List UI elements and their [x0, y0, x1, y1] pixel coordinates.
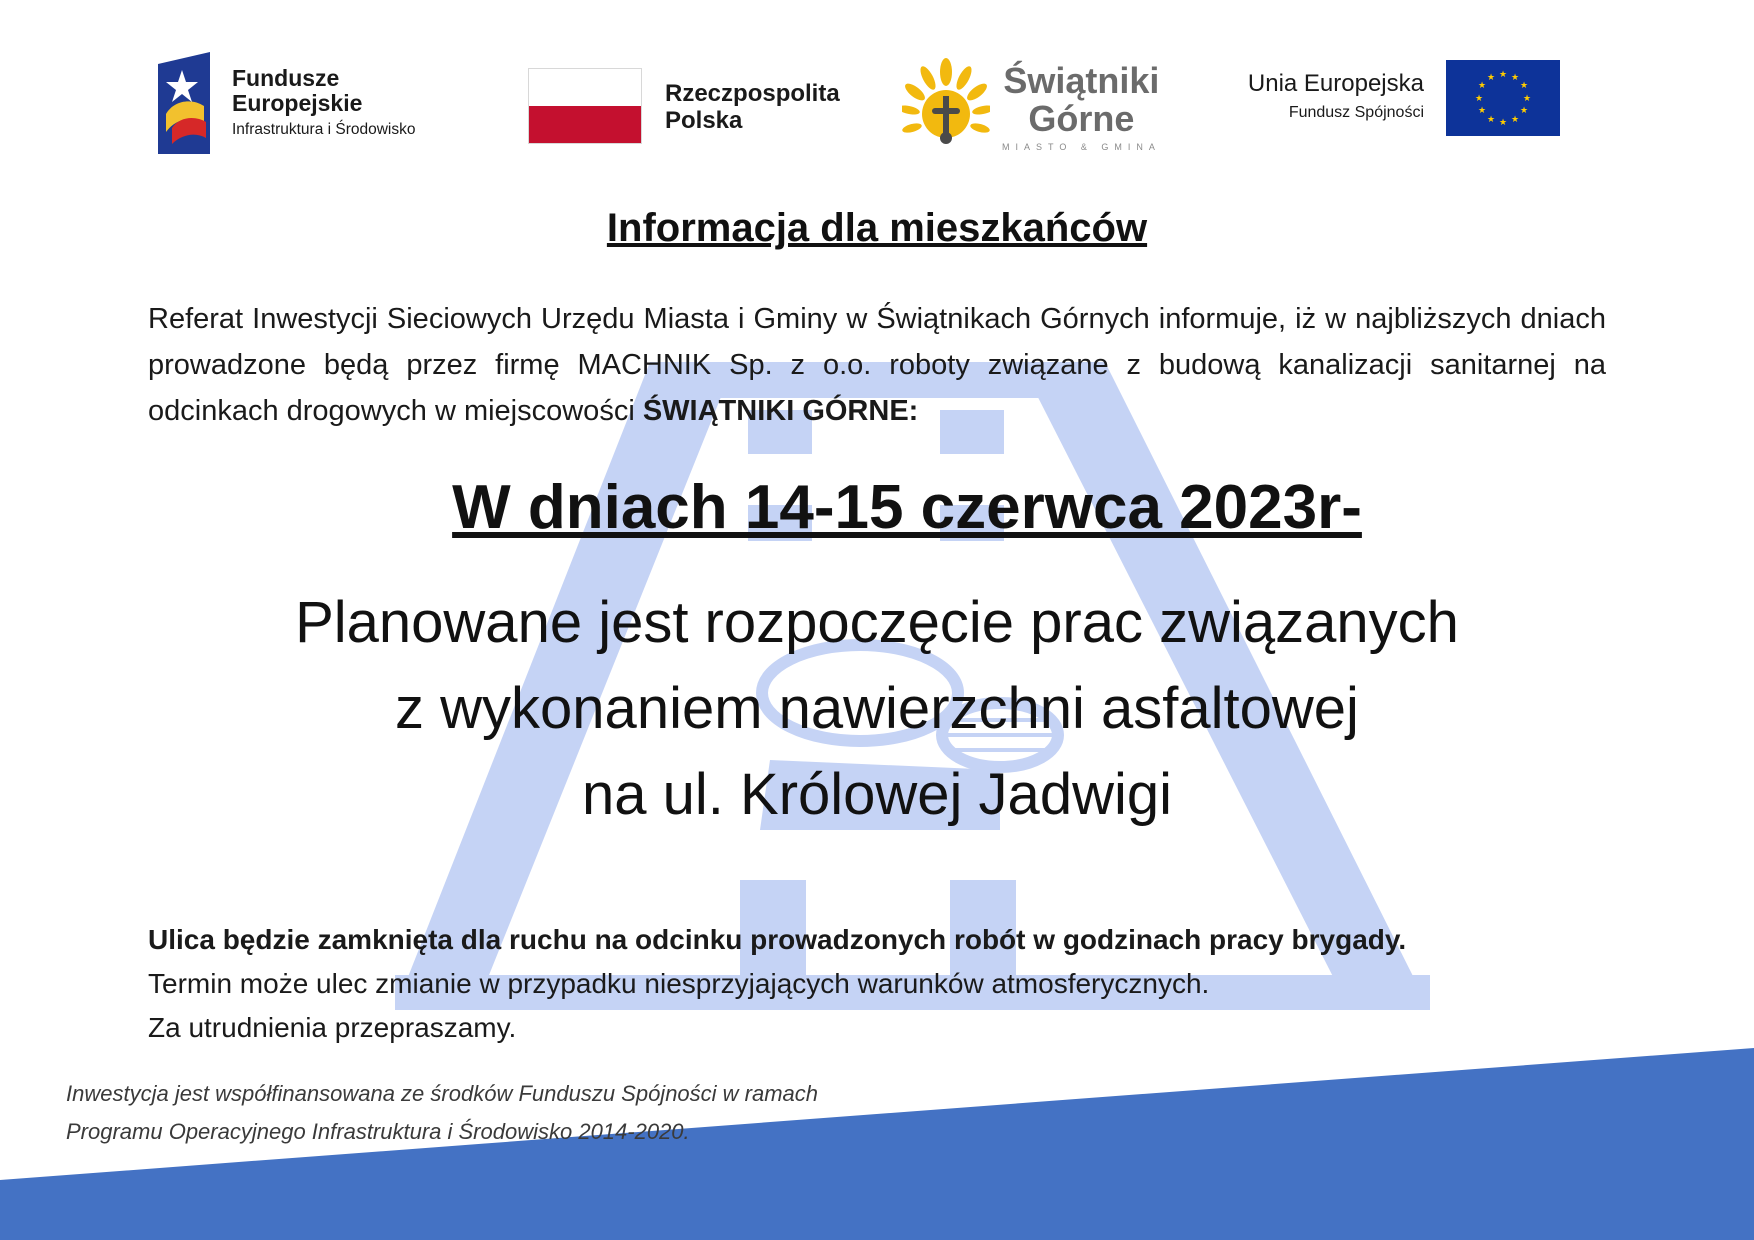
svg-text:★: ★ — [1477, 106, 1487, 116]
rzeczpospolita-line1: Rzeczpospolita — [665, 80, 840, 107]
funding-line-1: Inwestycja jest współfinansowana ze środków Funduszu Spójności w ramach — [66, 1081, 819, 1106]
intro-place: ŚWIĄTNIKI GÓRNE: — [642, 395, 919, 427]
funding-line-2: Programu Operacyjnego Infrastruktura i Środowisko 2014-2020. — [66, 1119, 690, 1144]
closure-notice-line-2: Za utrudnienia przepraszamy. — [148, 1012, 517, 1043]
unia-line1: Unia Europejska — [1247, 70, 1424, 97]
closure-notice — [148, 918, 1648, 1050]
swiatniki-line1: Świątniki — [1003, 60, 1160, 101]
fundusze-europejskie-logo — [158, 52, 458, 154]
unia-line2: Fundusz Spójności — [1288, 104, 1424, 121]
svg-text:★: ★ — [1474, 94, 1484, 104]
svg-text:★: ★ — [1519, 106, 1529, 116]
planned-line-1: Planowane jest rozpoczęcie prac związanych — [295, 590, 1459, 655]
planned-works — [0, 580, 1754, 838]
swiatniki-sun-emblem-icon — [902, 58, 990, 154]
fundusze-line3: Infrastruktura i Środowisko — [232, 121, 416, 138]
funding-note — [66, 1075, 966, 1151]
polish-flag-icon — [528, 68, 642, 144]
svg-text:★: ★ — [1498, 118, 1508, 128]
svg-text:★: ★ — [1510, 73, 1520, 83]
fundusze-line2: Europejskie — [232, 90, 363, 116]
page-title: Informacja dla mieszkańców — [606, 206, 1148, 250]
svg-text:★: ★ — [1486, 115, 1496, 125]
unia-europejska-logo — [1220, 60, 1560, 140]
swiatniki-line2: Górne — [1028, 98, 1135, 139]
swiatniki-line3: MIASTO & GMINA — [1002, 142, 1161, 152]
date-heading: W dniach 14-15 czerwca 2023r- — [452, 473, 1362, 542]
rzeczpospolita-polska-logo — [528, 68, 868, 148]
svg-text:★: ★ — [1477, 81, 1487, 91]
closure-notice-bold: Ulica będzie zamknięta dla ruchu na odcinku prowadzonych robót w godzinach pracy brygady. — [148, 924, 1407, 955]
planned-line-2: z wykonaniem nawierzchni asfaltowej — [395, 676, 1359, 741]
fundusze-line1: Fundusze — [232, 65, 340, 91]
rzeczpospolita-line2: Polska — [665, 107, 743, 134]
swiatniki-gorne-logo — [902, 58, 1182, 158]
fundusze-europejskie-emblem-icon — [158, 52, 214, 154]
svg-text:★: ★ — [1486, 73, 1496, 83]
svg-text:★: ★ — [1519, 81, 1529, 91]
svg-text:★: ★ — [1510, 115, 1520, 125]
closure-notice-line-1: Termin może ulec zmianie w przypadku niesprzyjających warunków atmosferycznych. — [148, 968, 1210, 999]
svg-text:★: ★ — [1498, 70, 1508, 80]
intro-text: Referat Inwestycji Sieciowych Urzędu Miasta i Gminy w Świątnikach Górnych informuje, iż w najbliższych dniach prowadzone będą przez firmę MACHNIK Sp. z o.o. roboty związane z budową kanalizacji sanitarnej na odcinkach drogowych w miejscowości — [148, 303, 1606, 427]
planned-line-3: na ul. Królowej Jadwigi — [582, 762, 1172, 827]
eu-flag-icon — [1446, 60, 1560, 136]
svg-text:★: ★ — [1522, 94, 1532, 104]
intro-paragraph — [148, 296, 1606, 434]
